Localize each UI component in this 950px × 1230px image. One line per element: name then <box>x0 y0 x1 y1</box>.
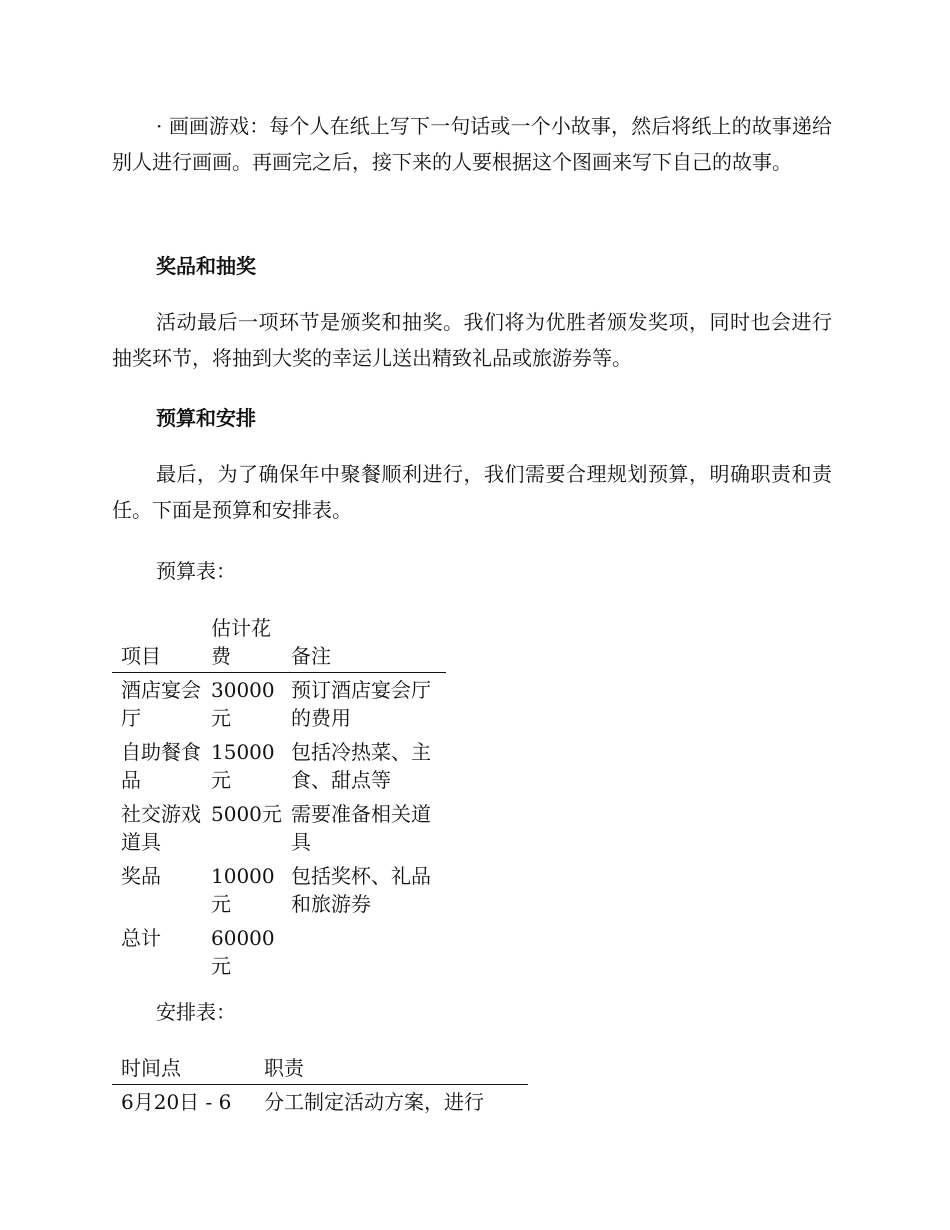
column-header: 时间点 <box>112 1054 255 1085</box>
schedule-table <box>112 1054 528 1119</box>
table-cell: 10000元 <box>211 864 275 916</box>
paragraph-budget: 最后，为了确保年中聚餐顺利进行，我们需要合理规划预算，明确职责和责任。下面是预算和安排表。 <box>112 462 832 522</box>
table-row <box>112 797 446 859</box>
table-row <box>112 859 446 921</box>
table-cell: 分工制定活动方案，进行 <box>264 1090 484 1114</box>
table-cell: 奖品 <box>121 864 161 888</box>
table-header-row <box>112 1054 528 1085</box>
table-cell: 60000元 <box>211 926 275 978</box>
table-cell: 需要准备相关道具 <box>291 802 431 854</box>
heading-budget: 预算和安排 <box>156 406 256 430</box>
table-row <box>112 1085 528 1120</box>
table-cell: 总计 <box>121 926 161 950</box>
table-header-row <box>112 614 446 673</box>
table-row <box>112 735 446 797</box>
table-cell <box>282 921 446 983</box>
caption-schedule-table: 安排表： <box>156 1000 236 1024</box>
column-header: 职责 <box>255 1054 528 1085</box>
table-cell: 酒店宴会厅 <box>121 678 201 730</box>
table-cell: 15000元 <box>211 740 275 792</box>
budget-table <box>112 614 446 983</box>
table-row <box>112 921 446 983</box>
heading-prizes: 奖品和抽奖 <box>156 254 256 278</box>
table-cell: 包括冷热菜、主食、甜点等 <box>291 740 431 792</box>
table-cell: 预订酒店宴会厅的费用 <box>291 678 431 730</box>
column-header: 项目 <box>112 614 202 673</box>
table-cell: 6月20日 - 6 <box>121 1090 232 1114</box>
column-header: 估计花费 <box>202 614 282 673</box>
table-cell: 社交游戏道具 <box>121 802 201 854</box>
table-row <box>112 673 446 736</box>
table-cell: 包括奖杯、礼品和旅游券 <box>291 864 431 916</box>
table-cell: 30000元 <box>211 678 275 730</box>
column-header: 备注 <box>282 614 446 673</box>
paragraph-prizes: 活动最后一项环节是颁奖和抽奖。我们将为优胜者颁发奖项，同时也会进行抽奖环节，将抽到大奖的幸运儿送出精致礼品或旅游券等。 <box>112 310 832 370</box>
table-cell: 5000元 <box>211 802 282 826</box>
paragraph-drawing-game: · 画画游戏：每个人在纸上写下一句话或一个小故事，然后将纸上的故事递给别人进行画画。再画完之后，接下来的人要根据这个图画来写下自己的故事。 <box>112 114 832 174</box>
table-cell: 自助餐食品 <box>121 740 201 792</box>
caption-budget-table: 预算表： <box>156 559 236 583</box>
